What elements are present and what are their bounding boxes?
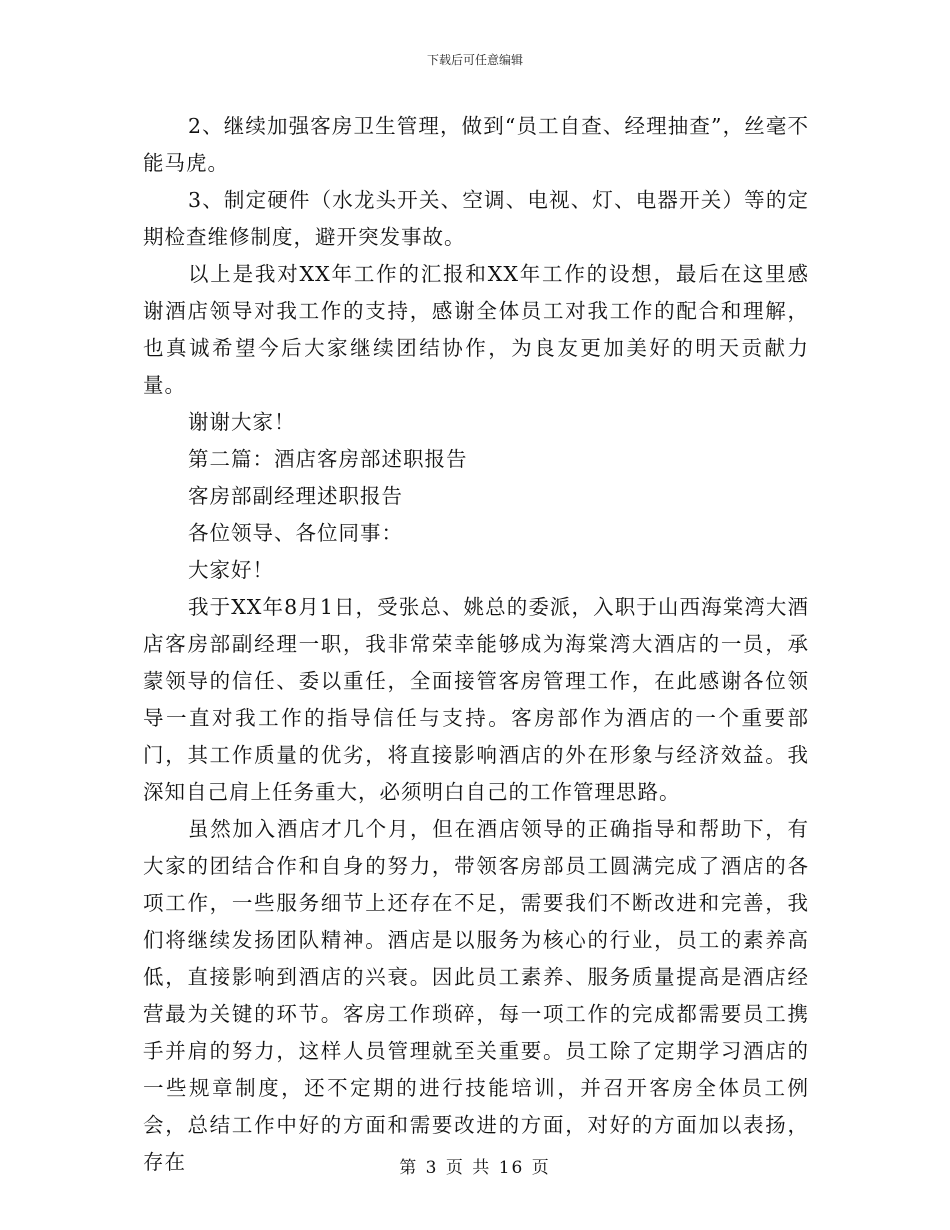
page-footer (0, 1157, 950, 1179)
paragraph: 2、继续加强客房卫生管理，做到“员工自查、经理抽查”，丝毫不能马虎。 (143, 114, 809, 175)
paragraph: 以上是我对XX年工作的汇报和XX年工作的设想，最后在这里感谢酒店领导对我工作的支持，感谢全体员工对我工作的配合和理解，也真诚希望今后大家继续团结协作，为良友更加美好的明天贡献力量。 (143, 262, 809, 397)
section-heading: 第二篇：酒店客房部述职报告 (188, 447, 468, 471)
paragraph: 我于XX年8月1日，受张总、姚总的委派，入职于山西海棠湾大酒店客房部副经理一职，我非常荣幸能够成为海棠湾大酒店的一员，承蒙领导的信任、委以重任，全面接管客房管理工作，在此感谢各位领导一直对我工作的指导信任与支持。客房部作为酒店的一个重要部门，其工作质量的优劣，将直接影响酒店的外在形象与经济效益。我深知自己肩上任务重大，必须明白自己的工作管理思路。 (143, 595, 809, 804)
header-note: 下载后可任意编辑 (426, 53, 523, 67)
report-title: 客房部副经理述职报告 (188, 484, 403, 508)
paragraph: 3、制定硬件（水龙头开关、空调、电视、灯、电器开关）等的定期检查维修制度，避开突发事故。 (143, 188, 809, 249)
page-header (0, 52, 950, 68)
document-body (143, 108, 809, 1181)
salutation: 各位领导、各位同事： (188, 521, 403, 545)
page-number: 第 3 页 共 16 页 (399, 1158, 551, 1178)
paragraph: 虽然加入酒店才几个月，但在酒店领导的正确指导和帮助下，有大家的团结合作和自身的努力，带领客房部员工圆满完成了酒店的各项工作，一些服务细节上还存在不足，需要我们不断改进和完善，我们将继续发扬团队精神。酒店是以服务为核心的行业，员工的素养高低，直接影响到酒店的兴衰。因此员工素养、服务质量提高是酒店经营最为关键的环节。客房工作琐碎，每一项工作的完成都需要员工携手并肩的努力，这样人员管理就至关重要。员工除了定期学习酒店的一些规章制度，还不定期的进行技能培训，并召开客房全体员工例会，总结工作中好的方面和需要改进的方面，对好的方面加以表扬，存在 (143, 817, 809, 1174)
paragraph: 谢谢大家！ (188, 410, 296, 434)
greeting: 大家好！ (188, 558, 274, 582)
